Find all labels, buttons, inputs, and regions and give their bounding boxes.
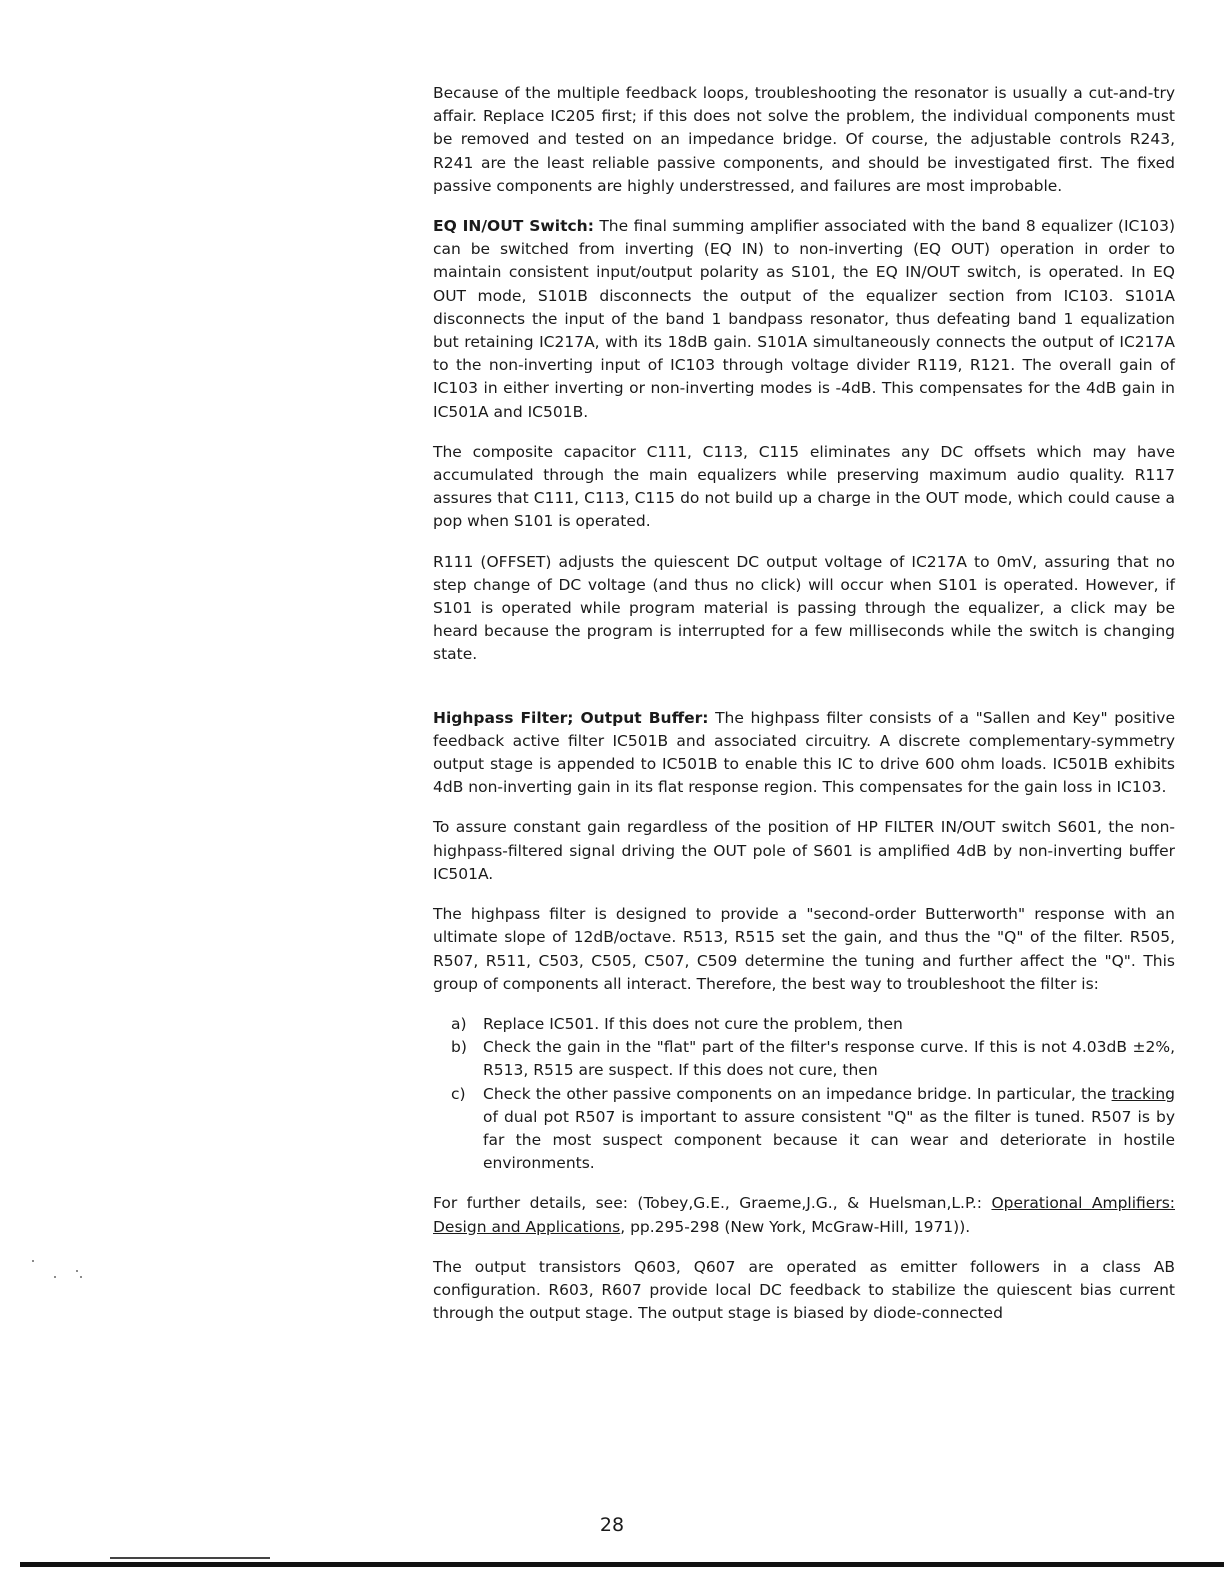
step-marker: c) — [451, 1084, 466, 1103]
body-text — [433, 82, 1175, 1342]
highpass-body: The highpass filter consists of a "Sallen and Key" positive feedback active filter IC501B and associated circuitry. A discrete complementary-symmetry output stage is appended to IC501B to enable this IC to drive 600 ohm loads. IC501B exhibits 4dB non-inverting gain in its flat response region. This compensates for the gain loss in IC103. — [433, 708, 1175, 797]
step-marker: a) — [451, 1014, 467, 1033]
page-number: 28 — [599, 1514, 625, 1536]
section-heading-highpass: Highpass Filter; Output Buffer: — [433, 708, 709, 727]
reference-book-title: Operational Amplifiers: Design and Applications — [433, 1194, 1176, 1236]
section-heading-eq-switch: EQ IN/OUT Switch: — [433, 217, 594, 236]
page-bottom-rule — [20, 1562, 1224, 1567]
step-text-part: Check the other passive components on an impedance bridge. In particular, the — [483, 1084, 1112, 1103]
scan-edge-line — [110, 1557, 270, 1559]
paragraph-butterworth: The highpass filter is designed to provide a "second-order Butterworth" response with an ultimate slope of 12dB/octave. R513, R515 set the gain, and thus the "Q" of the filter. R505, R507, R511, C503, C505, C507, C509 determine the tuning and further affect the "Q". This group of components all interact. Therefore, the best way to troubleshoot the filter is: — [433, 905, 1175, 993]
scan-specks — [30, 1258, 90, 1288]
troubleshooting-steps — [433, 1013, 1175, 1175]
list-item — [451, 1083, 1175, 1176]
step-text: Replace IC501. If this does not cure the problem, then — [483, 1014, 903, 1033]
paragraph-highpass-filter — [433, 707, 1175, 800]
paragraph-output-transistors: The output transistors Q603, Q607 are operated as emitter followers in a class AB configuration. R603, R607 provide local DC feedback to stabilize the quiescent bias current through the output stage. The output stage is biased by diode-connected — [433, 1257, 1175, 1323]
paragraph-constant-gain: To assure constant gain regardless of the position of HP FILTER IN/OUT switch S601, the non-highpass-filtered signal driving the OUT pole of S601 is amplified 4dB by non-inverting buffer IC501A. — [433, 818, 1175, 883]
paragraph-eq-switch — [433, 215, 1175, 424]
step-text — [483, 1083, 1175, 1176]
paragraph-reference — [433, 1192, 1175, 1238]
step-text: Check the gain in the "flat" part of the filter's response curve. If this is not 4.03dB ±2%, R513, R515 are suspect. If this does not cure, then — [483, 1038, 1175, 1080]
step-text-part: of dual pot R507 is important to assure consistent "Q" as the filter is tuned. R507 is by far the most suspect component because it can wear and deteriorate in hostile environments. — [483, 1107, 1175, 1173]
reference-text: , pp.295-298 (New York, McGraw-Hill, 1971)). — [620, 1217, 971, 1236]
reference-text: For further details, see: (Tobey,G.E., Graeme,J.G., & Huelsman,L.P.: — [433, 1194, 992, 1213]
underlined-term: tracking — [1111, 1084, 1175, 1103]
step-marker: b) — [451, 1038, 467, 1057]
scan-speck — [32, 1260, 34, 1262]
scan-speck — [80, 1276, 82, 1278]
scan-speck — [54, 1276, 56, 1278]
paragraph-offset: R111 (OFFSET) adjusts the quiescent DC output voltage of IC217A to 0mV, assuring that no step change of DC voltage (and thus no click) will occur when S101 is operated. However, if S101 is operated while program material is passing through the equalizer, a click may be heard because the program is interrupted for a few milliseconds while the switch is changing state. — [433, 552, 1175, 664]
scan-speck — [76, 1270, 78, 1272]
list-item — [451, 1013, 1175, 1036]
eq-switch-body: The final summing amplifier associated with the band 8 equalizer (IC103) can be switched from inverting (EQ IN) to non-inverting (EQ OUT) operation in order to maintain consistent input/output polarity as S101, the EQ IN/OUT switch, is operated. In EQ OUT mode, S101B disconnects the output of the equalizer section from IC103. S101A disconnects the input of the band 1 bandpass resonator, thus defeating band 1 equalization but retaining IC217A, with its 18dB gain. S101A simultaneously connects the output of IC217A to the non-inverting input of IC103 through voltage divider R119, R121. The overall gain of IC103 in either inverting or non-inverting modes is -4dB. This compensates for the 4dB gain in IC501A and IC501B. — [433, 217, 1175, 421]
list-item — [451, 1036, 1175, 1082]
paragraph-resonator-troubleshooting: Because of the multiple feedback loops, troubleshooting the resonator is usually a cut-and-try affair. Replace IC205 first; if this does not solve the problem, the individual components must be removed and tested on an impedance bridge. Of course, the adjustable controls R243, R241 are the least reliable passive components, and should be investigated first. The fixed passive components are highly understressed, and failures are most improbable. — [433, 84, 1175, 195]
paragraph-composite-capacitor: The composite capacitor C111, C113, C115 eliminates any DC offsets which may have accumulated through the main equalizers while preserving maximum audio quality. R117 assures that C111, C113, C115 do not build up a charge in the OUT mode, which could cause a pop when S101 is operated. — [433, 442, 1175, 531]
